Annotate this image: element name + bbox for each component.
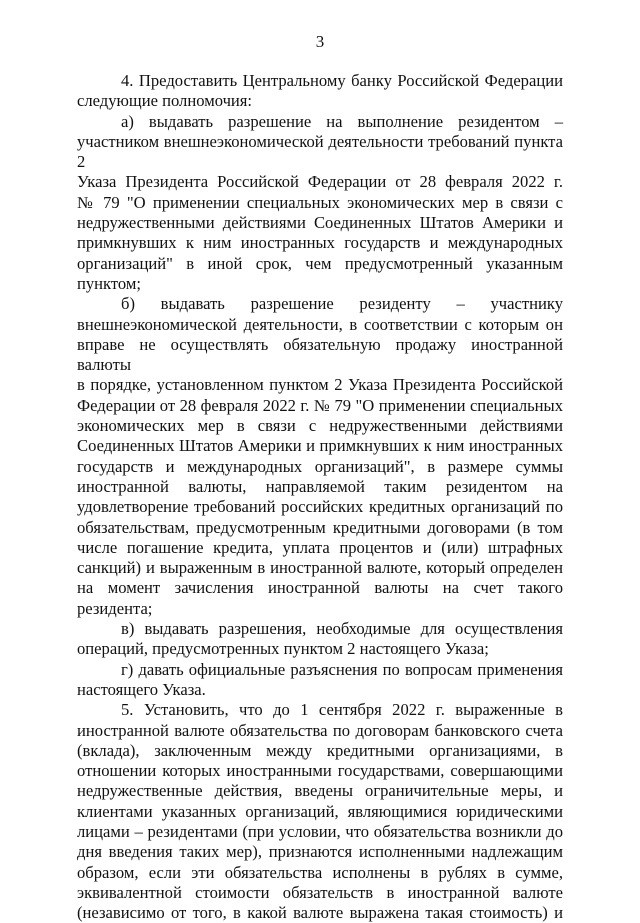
- text-line: иностранной валюте обязательства по договорам банковского счета: [77, 720, 563, 740]
- page-number: 3: [315, 32, 325, 51]
- text-line: 5. Установить, что до 1 сентября 2022 г. выраженные в: [121, 700, 563, 720]
- text-line: Соединенных Штатов Америки и примкнувших к ним иностранных: [77, 436, 563, 456]
- text-line: 4. Предоставить Центральному банку Российской Федерации: [121, 71, 563, 90]
- text-line: (независимо от того, в какой валюте выражена такая стоимость) и: [77, 903, 563, 923]
- text-line: в) выдавать разрешения, необходимые для осуществления: [121, 619, 563, 639]
- text-line: иностранной валюты, направляемой таким резидентом на: [77, 476, 563, 496]
- text-line: эквивалентной стоимости обязательств в иностранной валюте: [77, 882, 563, 902]
- text-line: г) давать официальные разъяснения по вопросам применения: [121, 659, 563, 679]
- text-line: отношении которых иностранными государствами, совершающими: [77, 761, 563, 781]
- text-line: образом, если эти обязательства исполнены в рублях в сумме,: [77, 862, 563, 882]
- document-body: [77, 71, 563, 923]
- text-line: на момент зачисления иностранной валюты на счет такого резидента;: [77, 578, 563, 618]
- text-line: недружественными действиями Соединенных Штатов Америки и: [77, 213, 563, 233]
- paragraph-p4g: [77, 660, 563, 701]
- paragraph-p4v: [77, 619, 563, 660]
- text-line: б) выдавать разрешение резиденту – участнику: [121, 294, 563, 314]
- text-line: внешнеэкономической деятельности, в соответствии с которым он: [77, 314, 563, 334]
- text-line: а) выдавать разрешение на выполнение резидентом –: [121, 111, 563, 131]
- text-line: № 79 "О применении специальных экономических мер в связи с: [77, 192, 563, 212]
- text-line: примкнувших к ним иностранных государств и международных: [77, 233, 563, 253]
- paragraph-p4b: [77, 294, 563, 619]
- paragraph-p5: [77, 700, 563, 923]
- text-line: лицами – резидентами (при условии, что обязательства возникли до: [77, 821, 563, 841]
- text-line: Федерации от 28 февраля 2022 г. № 79 "О применении специальных: [77, 395, 563, 415]
- text-line: следующие полномочия:: [77, 91, 253, 111]
- text-line: в порядке, установленном пунктом 2 Указа Президента Российской: [77, 375, 563, 395]
- text-line: клиентами указанных организаций, являющимися юридическими: [77, 801, 563, 821]
- text-line: организаций" в иной срок, чем предусмотренный указанным пунктом;: [77, 253, 563, 293]
- text-line: дня введения таких мер), признаются исполненными надлежащим: [77, 842, 563, 862]
- paragraph-p4a: [77, 112, 563, 295]
- text-line: государств и международных организаций", в размере суммы: [77, 456, 563, 476]
- text-line: обязательствам, предусмотренным кредитными договорами (в том: [77, 517, 563, 537]
- text-line: экономических мер в связи с недружественными действиями: [77, 416, 563, 436]
- text-line: Указа Президента Российской Федерации от 28 февраля 2022 г.: [77, 172, 563, 192]
- text-line: удовлетворение требований российских кредитных организаций по: [77, 497, 563, 517]
- text-line: (вклада), заключенным между кредитными организациями, в: [77, 740, 563, 760]
- text-line: числе погашение кредита, уплата процентов и (или) штрафных: [77, 537, 563, 557]
- text-line: санкций) и выраженным в иностранной валюте, который определен: [77, 558, 563, 578]
- text-line: участником внешнеэкономической деятельности требований пункта 2: [77, 131, 563, 172]
- text-line: настоящего Указа.: [77, 679, 206, 699]
- text-line: вправе не осуществлять обязательную продажу иностранной валюты: [77, 334, 563, 375]
- text-line: недружественные действия, введены ограничительные меры, и: [77, 781, 563, 801]
- text-line: операций, предусмотренных пунктом 2 настоящего Указа;: [77, 639, 489, 659]
- paragraph-p4: [77, 71, 563, 112]
